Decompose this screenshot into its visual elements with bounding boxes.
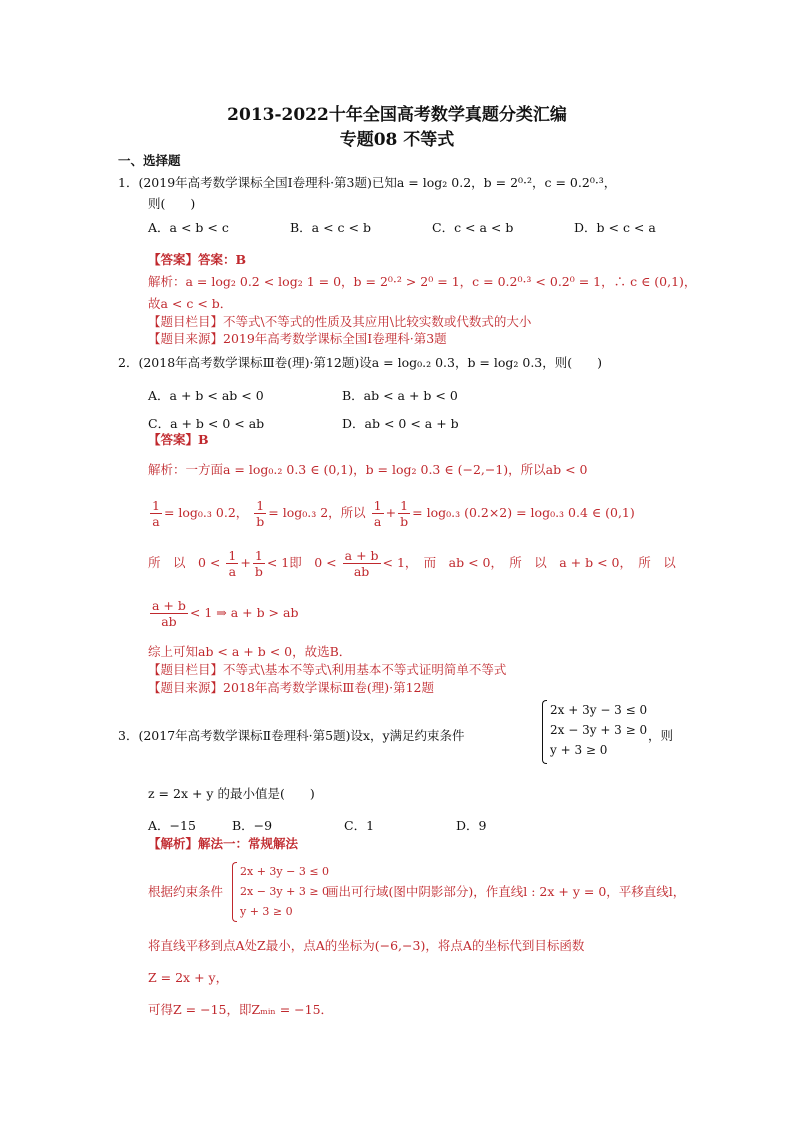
q1-column: 【题目栏目】不等式\不等式的性质及其应用\比较实数或代数式的大小: [148, 314, 532, 329]
section-heading: 一、选择题: [118, 153, 181, 168]
q2-analysis-line2: $\frac{1}{a}$ = log₀.₃ 0.2， $\frac{1}{b}$ = log₀.₃ 2，所以 $\frac{1}{a}$ + $\frac{1}{b}$ = log₀.₃ (0.2×2) = log₀.₃ 0.4 ∈ (0,1): [152, 498, 635, 529]
q1-answer: 【答案】答案：B: [148, 252, 247, 267]
q3-option-c: C．1: [344, 818, 375, 833]
q1-analysis-line2: 故a < c < b．: [148, 296, 233, 311]
q2-source: 【题目来源】2018年高考数学课标Ⅲ卷(理)·第12题: [148, 680, 434, 695]
fraction-apb-over-ab-2: $\frac{a + b}{ab}$: [152, 598, 186, 629]
q2-column: 【题目栏目】不等式\基本不等式\利用基本不等式证明简单不等式: [148, 662, 507, 677]
q2-stem: 2．(2018年高考数学课标Ⅲ卷(理)·第12题)设a = log₀.₂ 0.3，b = log₂ 0.3，则( ): [118, 355, 603, 370]
q1-option-d: D．b < c < a: [574, 220, 656, 235]
q1-option-b: B．a < c < b: [290, 220, 371, 235]
fraction-1-over-b-sum: $\frac{1}{b}$: [400, 498, 409, 529]
q2-option-c: C．a + b < 0 < ab: [148, 416, 265, 431]
q2-option-a: A．a + b < ab < 0: [148, 388, 264, 403]
q3-analysis-line1a: 根据约束条件: [148, 884, 224, 899]
q2-analysis-line4: $\frac{a + b}{ab}$ < 1 ⇒ a + b > ab: [152, 598, 299, 629]
fraction-1-over-a: $\frac{1}{a}$: [152, 498, 160, 529]
q3-analysis-line4: 可得Z = −15，即Zₘᵢₙ = −15．: [148, 1002, 334, 1017]
q3-constraint-1: 2x + 3y − 3 ≤ 0: [550, 703, 648, 717]
document-subtitle: 专题08 不等式: [339, 130, 455, 150]
q3-analysis-constraint-1: 2x + 3y − 3 ≤ 0: [240, 865, 330, 878]
q1-analysis-line1: 解析：a = log₂ 0.2 < log₂ 1 = 0，b = 2⁰·² > 2⁰ = 1，c = 0.2⁰·³ < 0.2⁰ = 1，∴ c ∈ (0,1)，: [148, 274, 697, 289]
document-title: 2013-2022十年全国高考数学真题分类汇编: [227, 105, 567, 125]
q3-analysis-heading: 【解析】解法一：常规解法: [148, 836, 299, 851]
q3-stem: 3．(2017年高考数学课标Ⅱ卷理科·第5题)设x，y满足约束条件: [118, 728, 465, 743]
fraction-1-over-a-sum: $\frac{1}{a}$: [373, 498, 382, 529]
q2-option-b: B．ab < a + b < 0: [342, 388, 458, 403]
q3-analysis-line1b: 画出可行域(图中阴影部分)，作直线l : 2x + y = 0，平移直线l，: [326, 884, 686, 899]
q3-option-b: B．−9: [232, 818, 273, 833]
q3-constraint-2: 2x − 3y + 3 ≥ 0: [550, 723, 648, 737]
q3-constraint-3: y + 3 ≥ 0: [550, 743, 608, 757]
fraction-1-over-a-ineq: $\frac{1}{a}$: [228, 548, 237, 579]
q3-option-a: A．−15: [148, 818, 196, 833]
q3-analysis-constraint-3: y + 3 ≥ 0: [240, 905, 293, 918]
fraction-1-over-b-ineq: $\frac{1}{b}$: [254, 548, 263, 579]
q2-answer: 【答案】B: [148, 432, 209, 447]
q3-stem-tail: ，则: [648, 728, 674, 743]
q3-analysis-constraint-2: 2x − 3y + 3 ≥ 0: [240, 885, 330, 898]
fraction-apb-over-ab: $\frac{a + b}{ab}$: [344, 548, 379, 579]
q3-option-d: D．9: [456, 818, 487, 833]
q3-analysis-constraint-system: [232, 862, 332, 922]
q1-stem-cont: 则( ): [148, 196, 196, 211]
q2-option-d: D．ab < 0 < a + b: [342, 416, 459, 431]
q1-option-a: A．a < b < c: [148, 220, 229, 235]
q3-stem-2: z = 2x + y 的最小值是( ): [148, 786, 315, 801]
q2-analysis-line1: 解析：一方面a = log₀.₂ 0.3 ∈ (0,1)，b = log₂ 0.3 ∈ (−2,−1)，所以ab < 0: [148, 462, 588, 477]
q1-source: 【题目来源】2019年高考数学课标全国Ⅰ卷理科·第3题: [148, 331, 447, 346]
q2-analysis-line3: 所 以 0 < $\frac{1}{a}$ + $\frac{1}{b}$ < 1即 0 < $\frac{a + b}{ab}$ < 1， 而 ab < 0， 所 以 a + b < 0， 所 以: [148, 548, 676, 579]
q2-analysis-line5: 综上可知ab < a + b < 0，故选B．: [148, 644, 352, 659]
q1-option-c: C．c < a < b: [432, 220, 514, 235]
q3-analysis-line3: Z = 2x + y，: [148, 970, 229, 985]
fraction-1-over-b: $\frac{1}{b}$: [256, 498, 265, 529]
q1-stem: 1．(2019年高考数学课标全国Ⅰ卷理科·第3题)已知a = log₂ 0.2，b = 2⁰·²，c = 0.2⁰·³，: [118, 175, 617, 190]
q3-analysis-line2: 将直线平移到点A处Z最小，点A的坐标为(−6,−3)，将点A的坐标代到目标函数: [148, 938, 585, 953]
